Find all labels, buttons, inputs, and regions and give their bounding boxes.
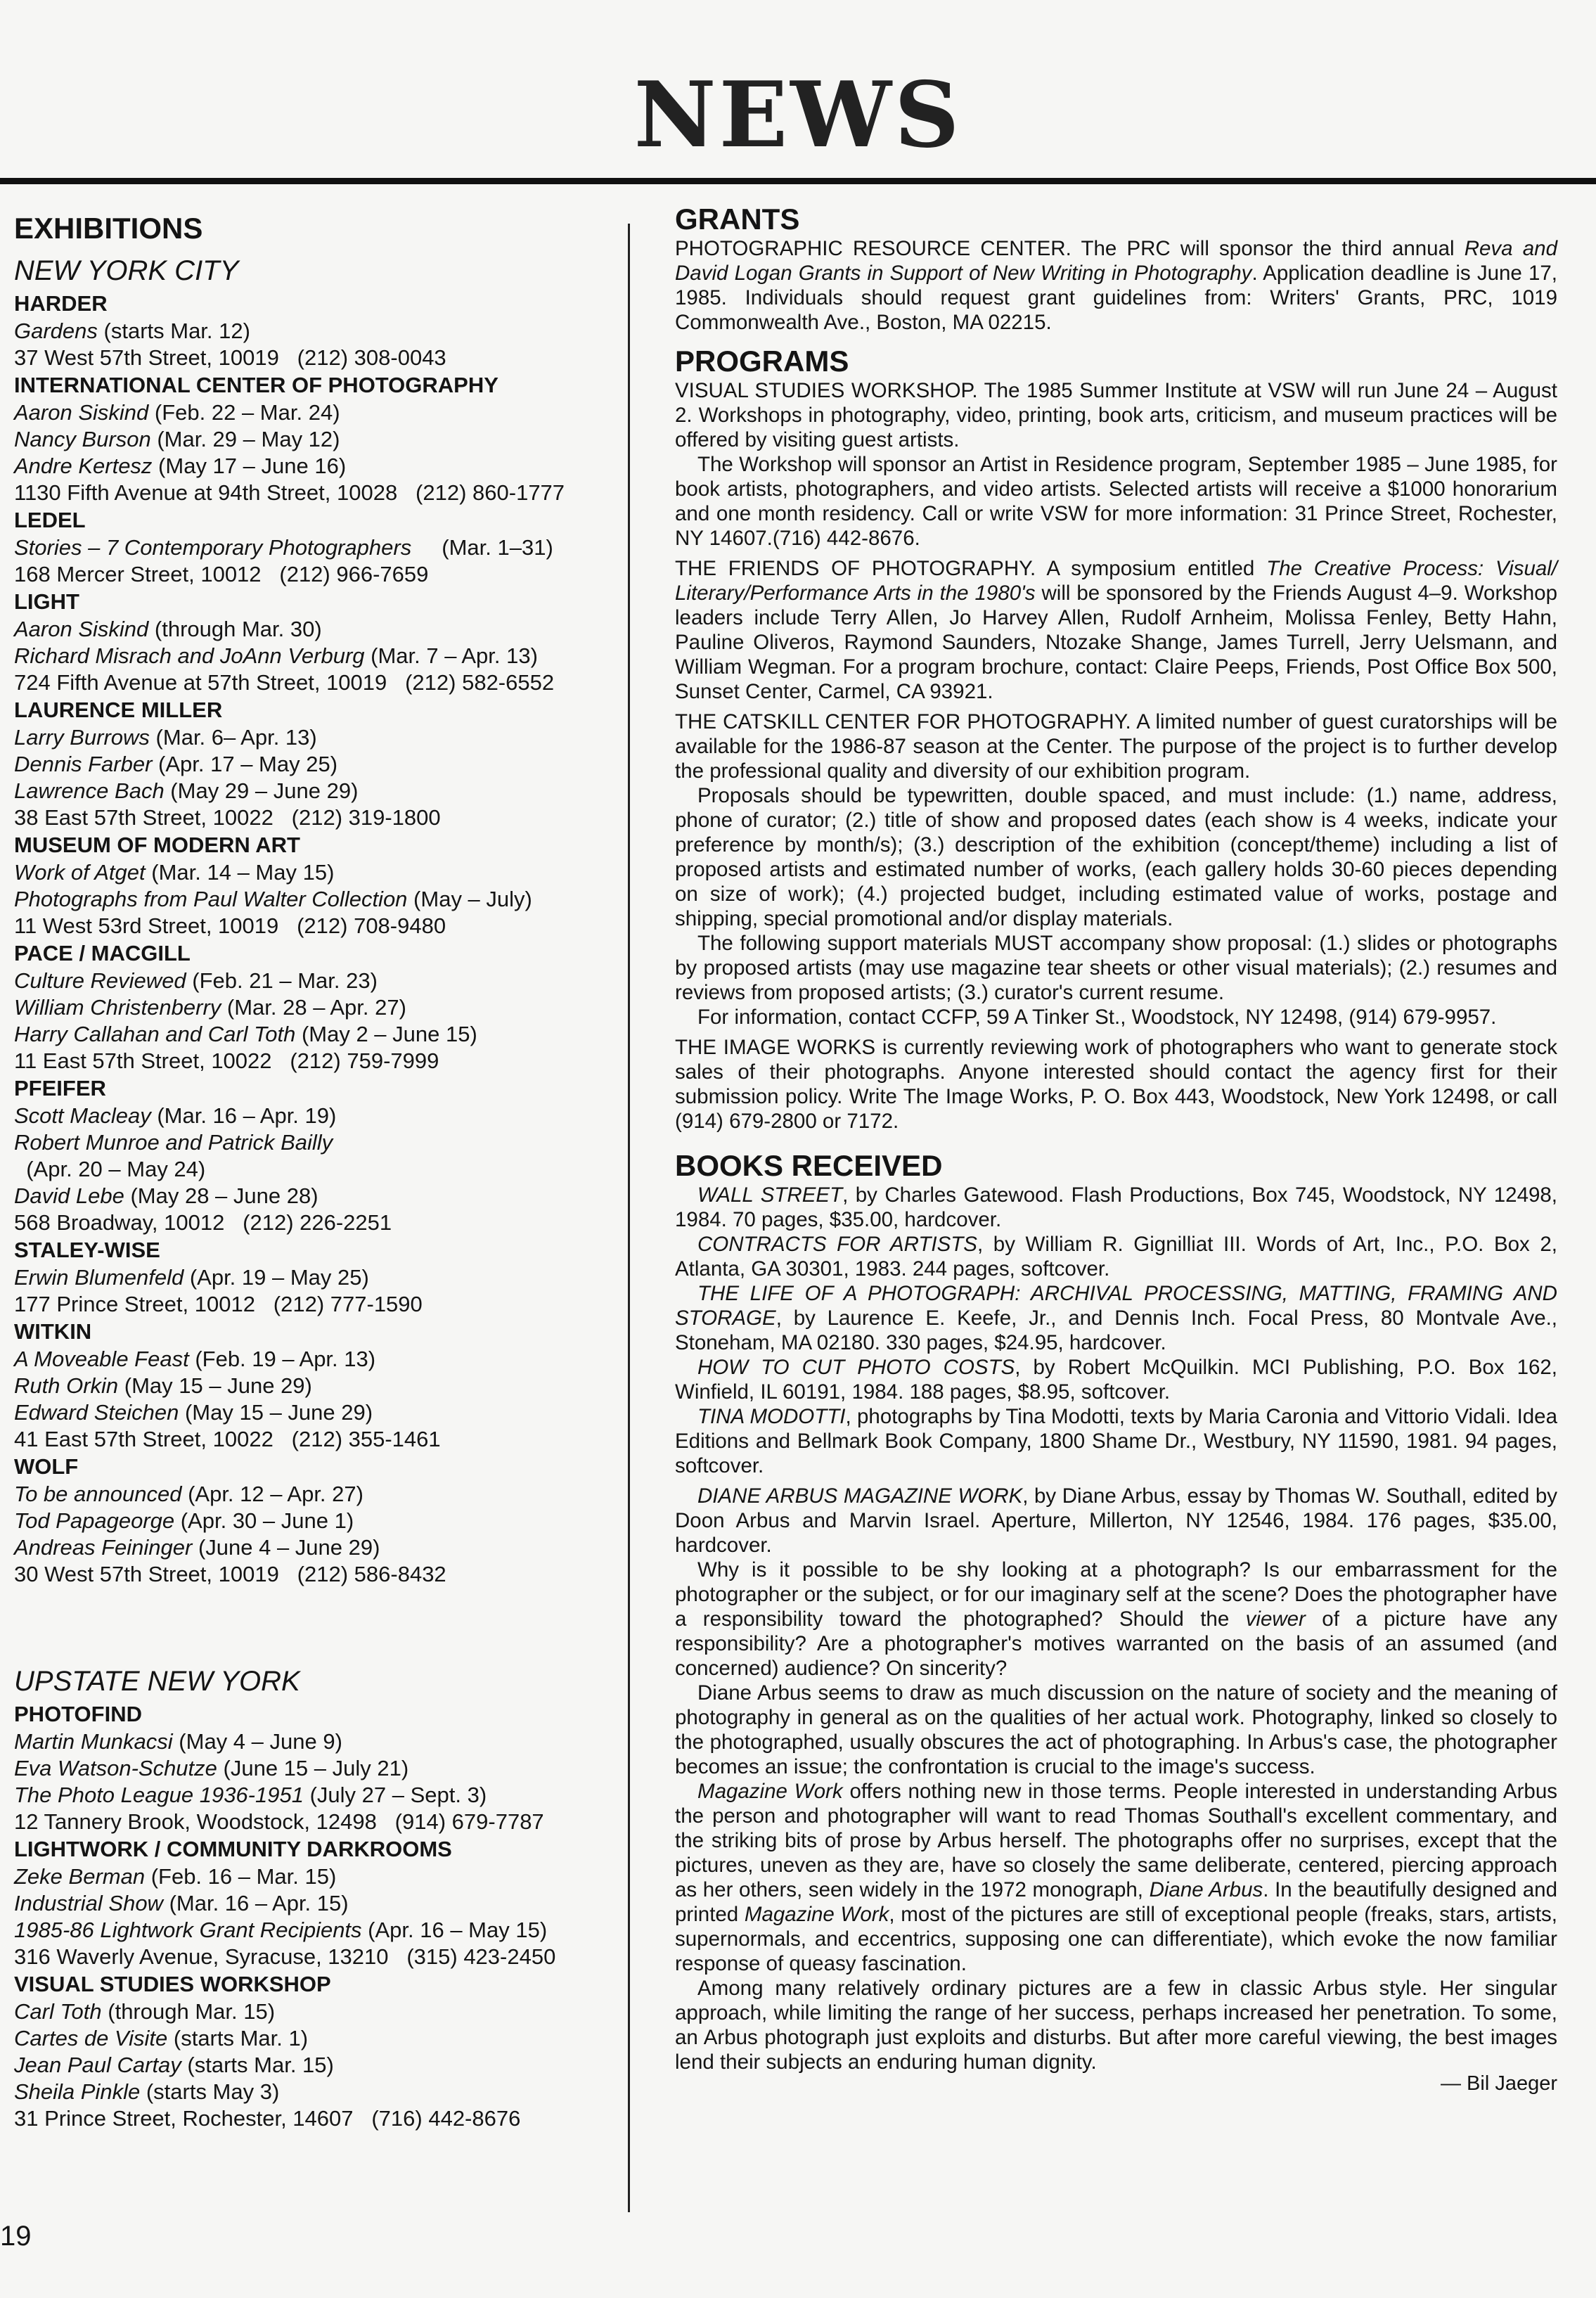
show-title: Robert Munroe and Patrick Bailly xyxy=(14,1130,333,1155)
show-dates: (June 15 – July 21) xyxy=(217,1756,409,1780)
review-paragraph: Among many relatively ordinary pictures are a few in classic Arbus style. Her singular approach, while limiting the range of her success, perhaps increased her penetration. To some, an Arbus photograph just exploits and disturbs. But after more careful viewing, the best images lend their subjects an enduring human dignity. xyxy=(675,1977,1557,2074)
show-dates: (Mar. 6– Apr. 13) xyxy=(149,725,317,750)
show-title: Zeke Berman xyxy=(14,1864,146,1889)
exhibitions-heading: EXHIBITIONS xyxy=(14,212,203,245)
show-dates: (Apr. 19 – May 25) xyxy=(184,1265,369,1290)
show-dates: (starts Mar. 1) xyxy=(167,2026,309,2050)
show-title: Jean Paul Cartay xyxy=(14,2053,181,2077)
venue-address: 41 East 57th Street, 10022 (212) 355-1461 xyxy=(14,1427,441,1451)
show-entry xyxy=(14,1890,619,1917)
show-title: Culture Reviewed xyxy=(14,968,186,993)
grants-heading: GRANTS xyxy=(675,203,800,236)
venue-listing xyxy=(14,506,619,588)
show-title: Ruth Orkin xyxy=(14,1373,119,1398)
show-entry xyxy=(14,1481,619,1508)
show-title: Harry Callahan and Carl Toth xyxy=(14,1022,296,1046)
show-entry xyxy=(14,1534,619,1561)
show-entry xyxy=(14,1508,619,1534)
venue-address: 177 Prince Street, 10012 (212) 777-1590 xyxy=(14,1292,423,1316)
show-entry xyxy=(14,1728,619,1755)
show-title: Nancy Burson xyxy=(14,427,151,451)
venue-address: 30 West 57th Street, 10019 (212) 586-8432 xyxy=(14,1562,446,1586)
venue-name: MUSEUM OF MODERN ART xyxy=(14,833,300,857)
venue-name: LEDEL xyxy=(14,508,86,532)
show-entry xyxy=(14,534,619,561)
show-title: William Christenberry xyxy=(14,995,221,1020)
show-dates: (Apr. 30 – June 1) xyxy=(174,1508,354,1533)
show-entry xyxy=(14,1183,619,1209)
show-title: Industrial Show xyxy=(14,1891,163,1915)
show-title: Tod Papageorge xyxy=(14,1508,175,1533)
show-dates: (July 27 – Sept. 3) xyxy=(303,1783,487,1807)
show-entry xyxy=(14,318,619,345)
show-title: Gardens xyxy=(14,319,98,343)
show-dates: (May 29 – June 29) xyxy=(164,778,359,803)
programs-catskill-proposals-paragraph: Proposals should be typewritten, double spaced, and must include: (1.) name, address, phone of curator; (2.) title of show and proposed dates (each show is 4 weeks, indicate your preference by month/s); (3.) description of the exhibition (concept/theme) including a list of proposed artists and estimated number of works, (each gallery holds 30-60 pieces depending on size of work); (4.) projected budget, including estimated value of works, postage and shipping, special promotional and/or display materials. xyxy=(675,784,1557,930)
venue-name: STALEY-WISE xyxy=(14,1238,160,1262)
exhibition-regions xyxy=(14,252,619,2132)
show-title: 1985-86 Lightwork Grant Recipients xyxy=(14,1918,362,1942)
region-heading: UPSTATE NEW YORK xyxy=(14,1666,300,1697)
exhibitions-column xyxy=(14,210,619,2132)
review-signature: — Bil Jaeger xyxy=(1440,2072,1557,2095)
show-title: Sheila Pinkle xyxy=(14,2079,141,2104)
venue-listing xyxy=(14,1236,619,1318)
show-title: Erwin Blumenfeld xyxy=(14,1265,184,1290)
venue-address: 724 Fifth Avenue at 57th Street, 10019 (212) 582-6552 xyxy=(14,670,555,695)
show-entry xyxy=(14,1346,619,1373)
venue-listing xyxy=(14,371,619,506)
venue-name: WITKIN xyxy=(14,1319,92,1344)
page-number: 19 xyxy=(0,2221,32,2252)
book-entry: TINA MODOTTI, photographs by Tina Modotti, texts by Maria Caronia and Vittorio Vidali. Idea Editions and Bellmark Book Company, 1800 Shame Dr., Westbury, NY 11590, 1981. 94 pages, softcover. xyxy=(675,1405,1557,1477)
venue-name: LIGHT xyxy=(14,589,79,614)
show-title: Photographs from Paul Walter Collection xyxy=(14,887,408,911)
programs-heading: PROGRAMS xyxy=(675,345,849,378)
venue-listing xyxy=(14,1453,619,1588)
show-dates: (May – July) xyxy=(407,887,532,911)
news-column xyxy=(675,203,1557,2095)
review-paragraph: Diane Arbus seems to draw as much discussion on the nature of society and the meaning of photography in general as on the qualities of her actual work. Photography, linked so closely to the photographed, usually obscures the act of photographing. In Arbus's case, the photographer becomes an issue; the confrontation is crucial to the image's success. xyxy=(675,1681,1557,1778)
review-paragraph: Magazine Work offers nothing new in those terms. People interested in understanding Arbus the person and photographer will want to read Thomas Southall's excellent commentary, and the striking bits of prose by Arbus herself. The photographs offer no surprises, except that the pictures, uneven as they are, have so closely the same deliberate, centered, piercing approach as her others, seen widely in the 1972 monograph, Diane Arbus. In the beautifully designed and printed Magazine Work, most of the pictures are still of exceptional people (freaks, stars, artists, supernormals, and eccentrics, supposing one can differentiate), which evoke the now familiar response of queasy fascination. xyxy=(675,1780,1557,1975)
show-title: A Moveable Feast xyxy=(14,1347,189,1371)
show-title: Cartes de Visite xyxy=(14,2026,168,2050)
venue-listing xyxy=(14,831,619,939)
review-paragraph: Why is it possible to be shy looking at a photograph? Is our embarrassment for the photographer or the subject, or for our imaginary self at the scene? Does the photographer have a responsibility toward the photographed? Should the viewer of a picture have any responsibility? Are a photographer's motives warranted on the basis of an assumed (and concerned) audience? On sincerity? xyxy=(675,1558,1557,1680)
show-dates: (May 15 – June 29) xyxy=(118,1373,312,1398)
show-entry xyxy=(14,616,619,643)
show-dates: (Mar. 16 – Apr. 19) xyxy=(150,1103,337,1128)
show-dates: (Mar. 16 – Apr. 15) xyxy=(162,1891,349,1915)
programs-friends-paragraph: THE FRIENDS OF PHOTOGRAPHY. A symposium entitled The Creative Process: Visual/ Literary/Performance Arts in the 1980's will be sponsored by the Friends August 4–9. Workshop leaders include Terry Allen, Jo Harvey Allen, Rudolf Arnheim, Molissa Fenley, Betty Hahn, Pauline Oliveros, Raymond Saunders, Ntozake Shange, James Turrell, Jerry Uelsmann, and William Wegman. For a program brochure, contact: Claire Peeps, Friends, Post Office Box 500, Sunset Center, Carmel, CA 93921. xyxy=(675,557,1558,703)
show-entry xyxy=(14,1399,619,1426)
show-dates: (May 2 – June 15) xyxy=(295,1022,477,1046)
show-dates: (starts Mar. 15) xyxy=(181,2053,334,2077)
show-dates: (Apr. 12 – Apr. 27) xyxy=(181,1482,363,1506)
book-entry: HOW TO CUT PHOTO COSTS, by Robert McQuilkin. MCI Publishing, P.O. Box 162, Winfield, IL 60191, 1984. 188 pages, $8.95, softcover. xyxy=(675,1356,1557,1404)
show-entry xyxy=(14,2025,619,2052)
show-entry xyxy=(14,1021,619,1048)
show-entry xyxy=(14,1782,619,1809)
show-title: Work of Atget xyxy=(14,860,146,885)
show-title: Aaron Siskind xyxy=(14,617,149,641)
show-entry xyxy=(14,994,619,1021)
show-dates: (Mar. 1–31) xyxy=(411,535,553,560)
venue-name: INTERNATIONAL CENTER OF PHOTOGRAPHY xyxy=(14,373,498,397)
show-entry xyxy=(14,1264,619,1291)
show-entry xyxy=(14,1863,619,1890)
venue-address: 31 Prince Street, Rochester, 14607 (716) 442-8676 xyxy=(14,2106,521,2131)
show-dates: (Mar. 14 – May 15) xyxy=(145,860,335,885)
venue-address: 11 West 53rd Street, 10019 (212) 708-9480 xyxy=(14,913,446,938)
show-dates: (through Mar. 30) xyxy=(148,617,322,641)
show-entry xyxy=(14,859,619,886)
show-title: Carl Toth xyxy=(14,1999,102,2024)
venue-listing xyxy=(14,588,619,696)
show-dates: (Mar. 29 – May 12) xyxy=(150,427,340,451)
show-title: Dennis Farber xyxy=(14,752,153,776)
show-dates: (Mar. 7 – Apr. 13) xyxy=(364,643,538,668)
show-dates: (Feb. 19 – Apr. 13) xyxy=(188,1347,376,1371)
show-entry xyxy=(14,778,619,804)
show-dates: (starts May 3) xyxy=(140,2079,280,2104)
show-dates: (June 4 – June 29) xyxy=(192,1535,380,1560)
show-title: Martin Munkacsi xyxy=(14,1729,173,1754)
show-dates: (May 4 – June 9) xyxy=(172,1729,342,1754)
show-dates: (Apr. 17 – May 25) xyxy=(152,752,338,776)
show-entry xyxy=(14,1129,619,1156)
programs-catskill-materials-paragraph: The following support materials MUST accompany show proposal: (1.) slides or photographs by proposed artists (may use magazine tear sheets or other visual materials); (2.) resumes and reviews from proposed artists; (3.) curator's current resume. xyxy=(675,932,1557,1004)
venue-listing xyxy=(14,939,619,1074)
show-title: Larry Burrows xyxy=(14,725,150,750)
venue-address: 11 East 57th Street, 10022 (212) 759-7999 xyxy=(14,1048,439,1073)
show-dates: (Apr. 16 – May 15) xyxy=(361,1918,548,1942)
show-title: To be announced xyxy=(14,1482,182,1506)
venue-name: PACE / MACGILL xyxy=(14,941,191,965)
show-entry xyxy=(14,399,619,426)
show-entry xyxy=(14,1998,619,2025)
show-dates: (through Mar. 15) xyxy=(101,1999,276,2024)
show-title: Stories – 7 Contemporary Photographers xyxy=(14,535,412,560)
show-entry xyxy=(14,2052,619,2079)
show-entry xyxy=(14,1917,619,1944)
grants-prc-paragraph: PHOTOGRAPHIC RESOURCE CENTER. The PRC will sponsor the third annual Reva and David Logan Grants in Support of New Writing in Photography. Application deadline is June 17, 1985. Individuals should request grant guidelines from: Writers' Grants, PRC, 1019 Commonwealth Ave., Boston, MA 02215. xyxy=(675,237,1557,334)
show-dates: (starts Mar. 12) xyxy=(97,319,250,343)
show-dates: (May 17 – June 16) xyxy=(152,454,347,478)
venue-address: 568 Broadway, 10012 (212) 226-2251 xyxy=(14,1210,392,1235)
masthead xyxy=(0,0,1596,190)
venue-name: WOLF xyxy=(14,1454,79,1479)
show-title: The Photo League 1936-1951 xyxy=(14,1783,304,1807)
venue-address: 38 East 57th Street, 10022 (212) 319-1800 xyxy=(14,805,441,830)
show-title: Andre Kertesz xyxy=(14,454,153,478)
venue-listing xyxy=(14,1970,619,2132)
venue-name: PHOTOFIND xyxy=(14,1702,142,1726)
venue-address: 316 Waverly Avenue, Syracuse, 13210 (315) 423-2450 xyxy=(14,1944,556,1969)
show-title: Andreas Feininger xyxy=(14,1535,193,1560)
venue-name: LAURENCE MILLER xyxy=(14,698,223,722)
venue-listing xyxy=(14,290,619,371)
show-dates: (Feb. 22 – Mar. 24) xyxy=(148,400,340,425)
show-entry xyxy=(14,2079,619,2105)
show-entry xyxy=(14,751,619,778)
show-entry xyxy=(14,1156,619,1183)
venue-name: HARDER xyxy=(14,291,108,316)
show-entry xyxy=(14,643,619,669)
show-entry xyxy=(14,968,619,994)
venue-listing xyxy=(14,696,619,831)
masthead-title: NEWS xyxy=(633,63,963,168)
show-title: Lawrence Bach xyxy=(14,778,165,803)
show-entry xyxy=(14,1755,619,1782)
show-dates: (Mar. 28 – Apr. 27) xyxy=(221,995,406,1020)
show-title: Richard Misrach and JoAnn Verburg xyxy=(14,643,365,668)
show-title: Eva Watson-Schutze xyxy=(14,1756,217,1780)
show-entry xyxy=(14,453,619,480)
show-entry xyxy=(14,426,619,453)
programs-catskill-contact-paragraph: For information, contact CCFP, 59 A Tinker St., Woodstock, NY 12498, (914) 679-9957. xyxy=(697,1006,1497,1029)
venue-address: 12 Tannery Brook, Woodstock, 12498 (914) 679-7787 xyxy=(14,1809,544,1834)
show-title: Aaron Siskind xyxy=(14,400,149,425)
venue-name: PFEIFER xyxy=(14,1076,106,1100)
review-intro: DIANE ARBUS MAGAZINE WORK, by Diane Arbus, essay by Thomas W. Southall, edited by Doon Arbus and Marvin Israel. Aperture, Millerton, NY 12546, 1984. 176 pages, $35.00, hardcover. xyxy=(675,1484,1557,1557)
programs-catskill-paragraph: THE CATSKILL CENTER FOR PHOTOGRAPHY. A limited number of guest curatorships will be available for the 1986-87 season at the Center. The purpose of the project is to further develop the professional quality and diversity of our exhibition program. xyxy=(675,710,1557,783)
show-dates: (May 15 – June 29) xyxy=(179,1400,373,1425)
column-divider xyxy=(628,224,630,2212)
programs-vsw-residency-paragraph: The Workshop will sponsor an Artist in Residence program, September 1985 – June 1985, for book artists, photographers, and video artists. Selected artists will receive a $1000 honorarium and one month residency. Call or write VSW for more information: 31 Prince Street, Rochester, NY 14607.(716) 442-8676. xyxy=(675,453,1557,550)
show-dates: (Feb. 21 – Mar. 23) xyxy=(186,968,378,993)
region-spacer xyxy=(14,1588,619,1658)
show-entry xyxy=(14,1103,619,1129)
book-entry: THE LIFE OF A PHOTOGRAPH: ARCHIVAL PROCESSING, MATTING, FRAMING AND STORAGE, by Laurence E. Keefe, Jr., and Dennis Inch. Focal Press, 80 Montvale Ave., Stoneham, MA 02180. 330 pages, $24.95, hardcover. xyxy=(675,1282,1557,1354)
book-entry: CONTRACTS FOR ARTISTS, by William R. Gignilliat III. Words of Art, Inc., P.O. Box 2, Atlanta, GA 30301, 1983. 244 pages, softcover. xyxy=(675,1233,1557,1280)
show-dates: (Feb. 16 – Mar. 15) xyxy=(145,1864,337,1889)
venue-name: LIGHTWORK / COMMUNITY DARKROOMS xyxy=(14,1837,452,1861)
show-entry xyxy=(14,1373,619,1399)
book-entry: WALL STREET, by Charles Gatewood. Flash Productions, Box 745, Woodstock, NY 12498, 1984. 70 pages, $35.00, hardcover. xyxy=(675,1183,1557,1231)
show-title: Edward Steichen xyxy=(14,1400,179,1425)
venue-listing xyxy=(14,1074,619,1236)
venue-listing xyxy=(14,1700,619,1835)
show-dates: (May 28 – June 28) xyxy=(124,1183,318,1208)
programs-vsw-paragraph: VISUAL STUDIES WORKSHOP. The 1985 Summer Institute at VSW will run June 24 – August 2. Workshops in photography, video, printing, book arts, criticism, and museum practices will be offered by visiting guest artists. xyxy=(675,379,1557,451)
show-title: Scott Macleay xyxy=(14,1103,151,1128)
venue-listing xyxy=(14,1318,619,1453)
venue-listing xyxy=(14,1835,619,1970)
show-entry xyxy=(14,886,619,913)
show-dates: (Apr. 20 – May 24) xyxy=(14,1157,206,1181)
masthead-rule xyxy=(0,178,1596,184)
region-heading: NEW YORK CITY xyxy=(14,255,239,286)
show-title: David Lebe xyxy=(14,1183,124,1208)
show-entry xyxy=(14,724,619,751)
venue-name: VISUAL STUDIES WORKSHOP xyxy=(14,1972,331,1996)
books-heading: BOOKS RECEIVED xyxy=(675,1149,943,1182)
venue-address: 37 West 57th Street, 10019 (212) 308-0043 xyxy=(14,345,446,370)
venue-address: 168 Mercer Street, 10012 (212) 966-7659 xyxy=(14,562,429,586)
programs-imageworks-paragraph: THE IMAGE WORKS is currently reviewing work of photographers who want to generate stock sales of their photographs. Anyone interested should contact the agency first for their submission policy. Write The Image Works, P. O. Box 443, Woodstock, New York 12498, or call (914) 679-2800 or 7172. xyxy=(675,1036,1557,1133)
venue-address: 1130 Fifth Avenue at 94th Street, 10028 (212) 860-1777 xyxy=(14,480,565,505)
